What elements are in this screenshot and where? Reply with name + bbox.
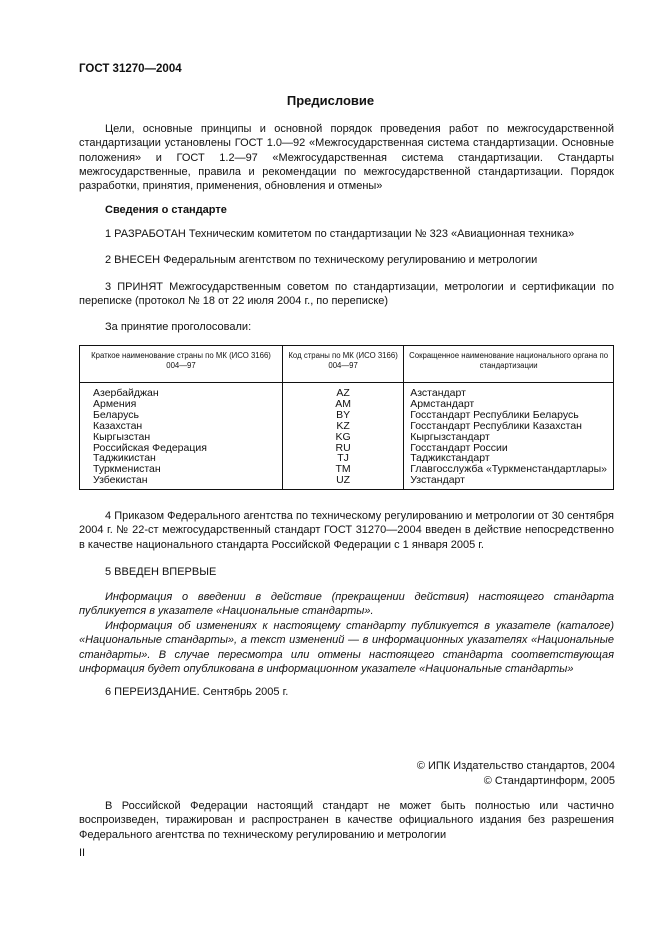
cell-country: Кыргызстан	[93, 430, 151, 443]
table-row	[80, 475, 614, 489]
notice-changes: Информация об изменениях к настоящему стандарту публикуется в указателе (каталоге) «Национальные стандарты», а текст изменений — в информационных указателях «Национальные стандарты». В случае пересмотра или отмены настоящего стандарта соответствующая информация будет опубликована в информационном указателе «Национальные стандарты»	[79, 620, 614, 675]
cell-code: UZ	[282, 475, 403, 489]
cell-country: Российская Федерация	[93, 441, 207, 454]
cell-country: Армения	[93, 397, 137, 410]
cell-body: Таджикстандарт	[404, 453, 614, 464]
cell-code: TJ	[282, 453, 403, 464]
page-number: II	[79, 847, 86, 859]
item-adopted: 3 ПРИНЯТ Межгосударственным советом по стандартизации, метрологии и сертификации по переписке (протокол № 18 от 22 июля 2004 г., по переписке)	[79, 281, 614, 308]
notice-introduction: Информация о введении в действие (прекращении действия) настоящего стандарта публикуется в указателе «Национальные стандарты».	[79, 591, 614, 618]
col-header-country: Краткое наименование страны по МК (ИСО 3166) 004—97	[80, 346, 283, 383]
table-header-row	[80, 346, 614, 383]
cell-body: Узстандарт	[404, 475, 614, 489]
cell-country: Беларусь	[93, 408, 139, 421]
cell-code: AM	[282, 399, 403, 410]
cell-code: TM	[282, 464, 403, 475]
item-order: 4 Приказом Федерального агентства по техническому регулированию и метрологии от 30 сентября 2004 г. № 22-ст межгосударственный стандарт ГОСТ 31270—2004 введен в действие непосредственно в качестве национального стандарта Российской Федерации с 1 января 2005 г.	[79, 510, 614, 551]
intro-paragraph: Цели, основные принципы и основной порядок проведения работ по межгосударственной стандартизации установлены ГОСТ 1.0—92 «Межгосударственная система стандартизации. Основные положения» и ГОСТ 1.2—97 «Межгосударственная система стандартизации. Стандарты межгосударственные, правила и рекомендации по межгосударственной стандартизации. Порядок разработки, принятия, применения, обновления и отмены»	[79, 123, 614, 193]
col-header-body: Сокращенное наименование национального органа по стандартизации	[404, 346, 614, 383]
cell-country: Таджикистан	[93, 452, 156, 465]
standard-number-header: ГОСТ 31270—2004	[79, 63, 182, 75]
cell-code: KZ	[282, 421, 403, 432]
item-reissue: 6 ПЕРЕИЗДАНИЕ. Сентябрь 2005 г.	[105, 686, 289, 698]
item-developed: 1 РАЗРАБОТАН Техническим комитетом по стандартизации № 323 «Авиационная техника»	[105, 228, 575, 240]
page-title: Предисловие	[286, 93, 375, 108]
table-row	[80, 421, 614, 432]
cell-body: Госстандарт Республики Беларусь	[404, 410, 614, 421]
info-heading: Сведения о стандарте	[105, 204, 227, 216]
cell-code: AZ	[282, 383, 403, 399]
voted-label: За принятие проголосовали:	[105, 321, 252, 333]
cell-code: KG	[282, 432, 403, 443]
voting-table	[79, 345, 614, 490]
table-row	[80, 432, 614, 443]
item-introduced: 2 ВНЕСЕН Федеральным агентством по техническому регулированию и метрологии	[105, 254, 538, 266]
cell-country: Казахстан	[93, 419, 143, 432]
cell-code: BY	[282, 410, 403, 421]
copyright-line-1: © ИПК Издательство стандартов, 2004	[416, 760, 615, 772]
cell-body: Госстандарт Республики Казахстан	[404, 421, 614, 432]
cell-country: Туркменистан	[93, 463, 161, 476]
cell-body: Азстандарт	[404, 383, 614, 399]
copyright-line-2: © Стандартинформ, 2005	[483, 775, 615, 787]
col-header-code: Код страны по МК (ИСО 3166) 004—97	[282, 346, 403, 383]
cell-country: Азербайджан	[93, 387, 159, 399]
cell-body: Армстандарт	[404, 399, 614, 410]
legal-notice: В Российской Федерации настоящий стандарт не может быть полностью или частично воспроизведен, тиражирован и распространен в качестве официального издания без разрешения Федерального агентства по техническому регулированию и метрологии	[79, 800, 614, 841]
item-first-introduced: 5 ВВЕДЕН ВПЕРВЫЕ	[105, 566, 217, 578]
cell-body: Госстандарт России	[404, 443, 614, 454]
cell-country: Узбекистан	[93, 474, 148, 487]
table-row	[80, 383, 614, 399]
cell-body: Кыргызстандарт	[404, 432, 614, 443]
cell-body: Главгосслужба «Туркменстандартлары»	[404, 464, 614, 475]
cell-code: RU	[282, 443, 403, 454]
